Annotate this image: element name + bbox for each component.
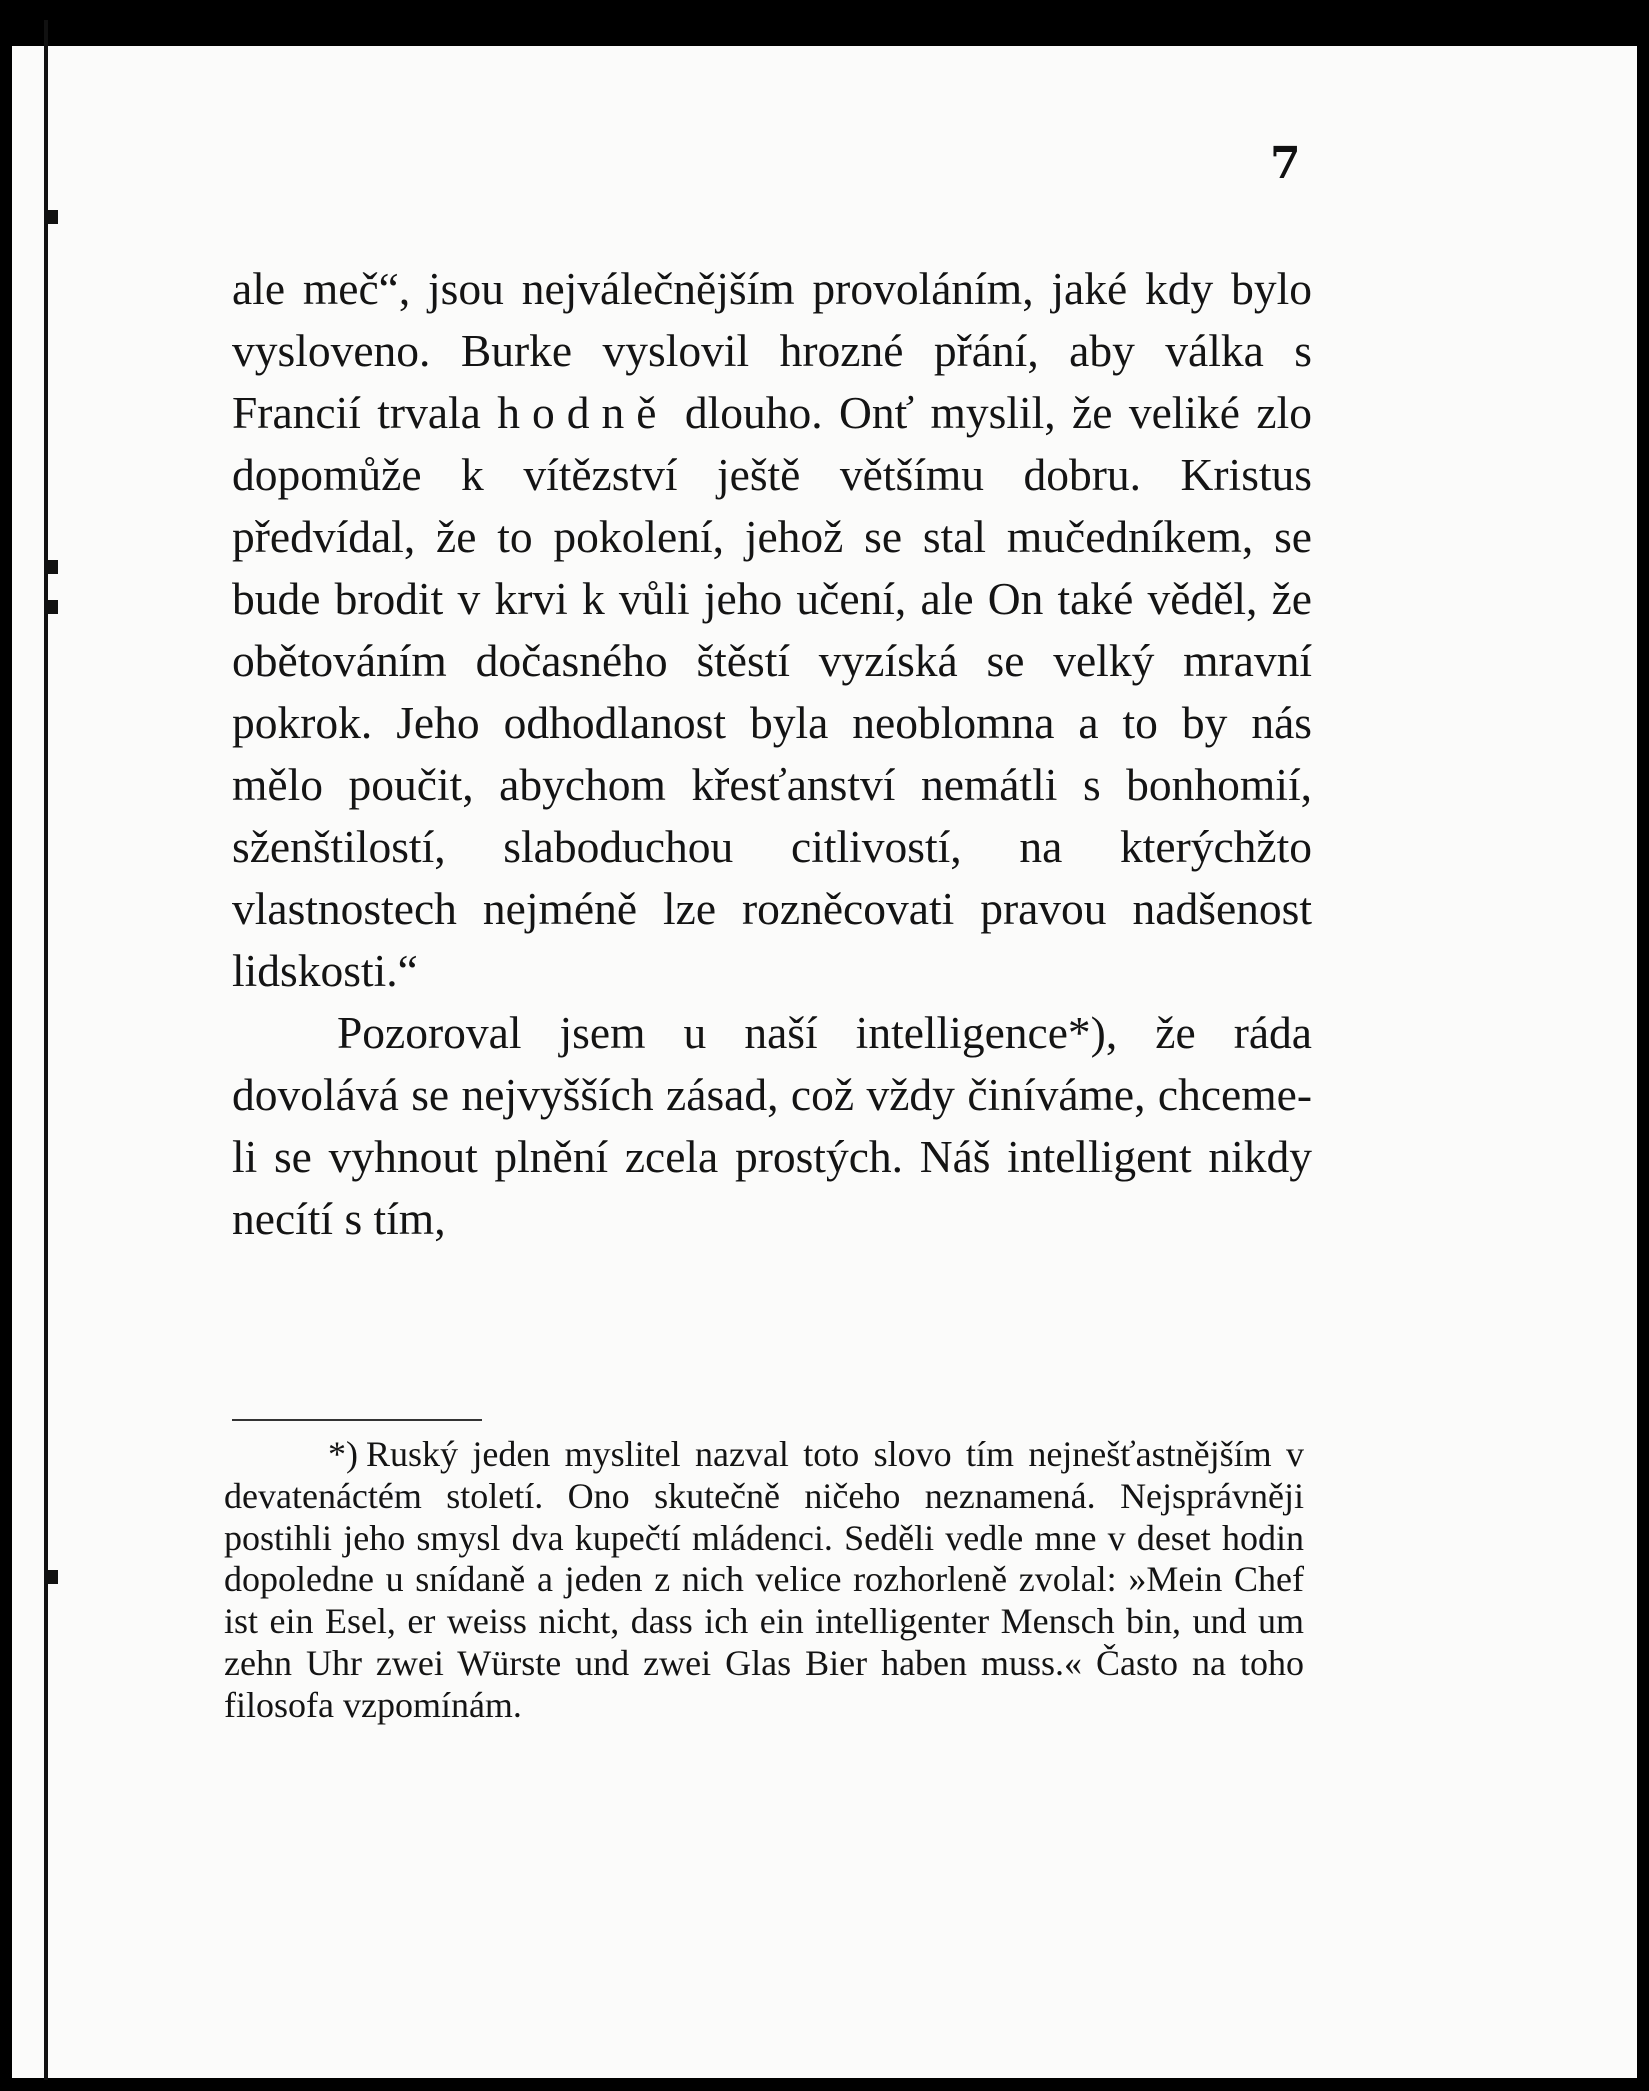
emphasized-word: hodně (497, 387, 669, 438)
binding-mark (48, 600, 58, 614)
binding-mark (48, 1570, 58, 1584)
text-run: ale meč“, jsou nejválečnějším provoláním, jaké kdy bylo vysloveno. Burke vyslovil hrozné přání, aby válka s Francií trvala (232, 263, 1312, 438)
binding-mark (48, 210, 58, 224)
main-text (232, 258, 1312, 1250)
footnote-text: Ruský jeden myslitel nazval toto slovo tím nejnešťastnějším v devatenáctém století. Ono skutečně ničeho neznamená. Nejsprávněji postihli jeho smysl dva kupečtí mládenci. Seděli vedle mne v deset hodin dopoledne u snídaně a jeden z nich velice rozhorleně zvolal: »Mein Chef ist ein Esel, er weiss nicht, dass ich ein intelligenter Mensch bin, und um zehn Uhr zwei Würste und zwei Glas Bier haben muss.« Často na toho filosofa vzpomínám. (224, 1434, 1304, 1725)
footnote-marker: *) (328, 1434, 358, 1474)
footnote (224, 1434, 1304, 1727)
paragraph (232, 258, 1312, 1002)
binding-mark (48, 560, 58, 574)
paragraph: Pozoroval jsem u naší intelligence*), že ráda dovolává se nejvyšších zásad, což vždy činíváme, chceme-li se vyhnout plnění zcela prostých. Náš intelligent nikdy necítí s tím, (232, 1007, 1312, 1244)
footnote-divider (232, 1419, 482, 1421)
binding-edge (44, 20, 48, 2080)
text-run: dlouho. Onť myslil, že veliké zlo dopomůže k vítězství ještě většímu dobru. Kristus předvídal, že to pokolení, jehož se stal mučedníkem, se bude brodit v krvi k vůli jeho učení, ale On také věděl, že obětováním dočasného štěstí vyzíská se velký mravní pokrok. Jeho odhodlanost byla neoblomna a to by nás mělo poučit, abychom křesťanství nemátli s bonhomií, sženštilostí, slaboduchou citlivostí, na kterýchžto vlastnostech nejméně lze rozněcovati pravou nadšenost lidskosti.“ (232, 387, 1312, 996)
page-number: 7 (1270, 138, 1301, 189)
